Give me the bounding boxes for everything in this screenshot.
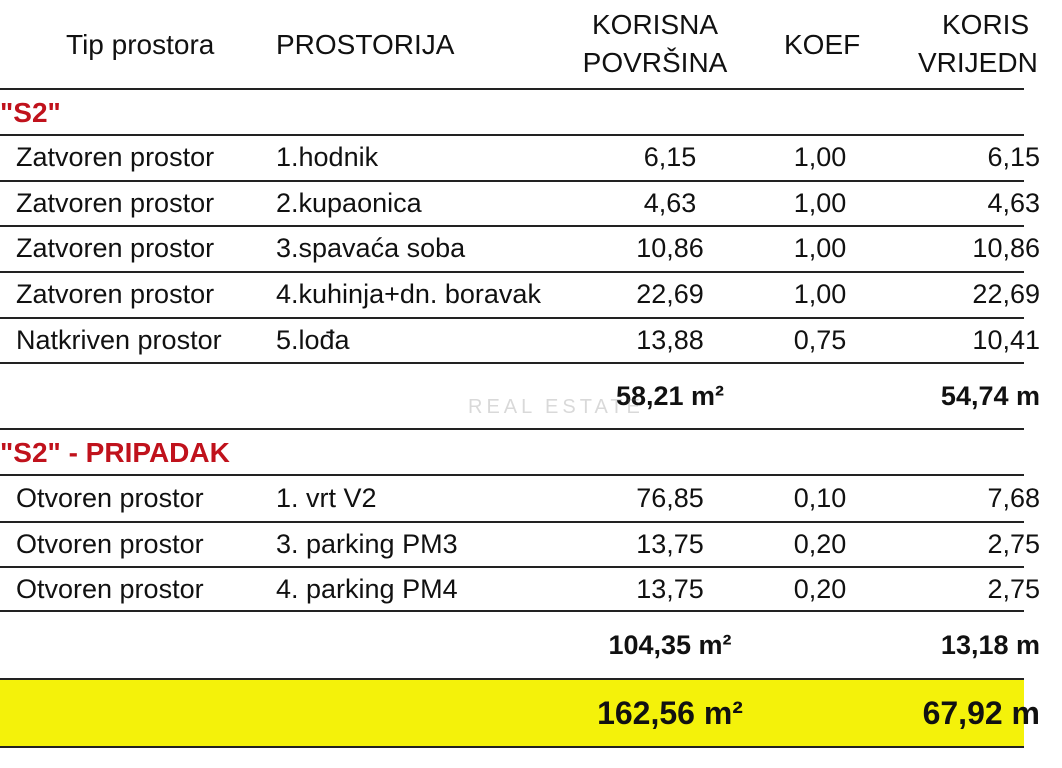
cell-room: 3. parking PM3 [276,529,458,559]
cell-type: Zatvoren prostor [16,233,215,263]
divider [0,428,1024,430]
cell-value: 22,69 [972,279,1040,309]
cell-area: 13,75 [636,574,704,604]
divider [0,746,1024,748]
cell-area: 22,69 [636,279,704,309]
cell-koef: 0,75 [793,325,847,355]
section-total [0,613,1040,677]
divider [0,678,1024,680]
cell-area: 76,85 [636,483,704,513]
header-tip-prostora: Tip prostora [66,29,215,60]
cell-type: Otvoren prostor [16,529,204,559]
cell-area: 6,15 [643,142,697,172]
header-korisna-povrsina [575,6,735,82]
cell-type: Zatvoren prostor [16,188,215,218]
watermark-text: REAL ESTATE [468,396,644,418]
cell-room: 1.hodnik [276,142,379,172]
cell-koef: 1,00 [793,279,847,309]
header-korisna-povrsina-line2: POVRŠINA [582,47,728,78]
cell-value: 10,86 [972,233,1040,263]
divider [0,88,1024,90]
cell-value: 6,15 [987,142,1040,172]
cell-area: 13,75 [636,529,704,559]
grand-total-row [0,680,1040,746]
cell-value: 4,63 [987,188,1040,218]
cell-koef: 0,10 [793,483,847,513]
header-koef: KOEF [784,29,861,60]
header-korisna-vrijednost-line2: VRIJEDN [918,47,1038,78]
total-area: 104,35 m² [608,630,732,660]
section-title-s2-pripadak: "S2" - PRIPADAK [0,437,230,468]
cell-room: 4.kuhinja+dn. boravak [276,279,541,309]
cell-koef: 1,00 [793,233,847,263]
cell-value: 10,41 [972,325,1040,355]
grand-total-area: 162,56 m² [597,695,743,731]
table-row [0,567,1040,612]
table-row [0,135,1040,180]
cell-koef: 0,20 [793,529,847,559]
header-korisna-vrijednost [912,6,1062,82]
cell-room: 4. parking PM4 [276,574,458,604]
cell-room: 2.kupaonica [276,188,422,218]
total-area: 58,21 m² [615,381,725,411]
cell-room: 5.lođa [276,325,350,355]
header-prostorija: PROSTORIJA [276,29,455,60]
cell-type: Otvoren prostor [16,574,204,604]
cell-area: 4,63 [643,188,697,218]
cell-value: 2,75 [987,529,1040,559]
table-row [0,181,1040,226]
cell-value: 2,75 [987,574,1040,604]
header-korisna-vrijednost-line1: KORIS [942,9,1030,40]
cell-type: Natkriven prostor [16,325,222,355]
cell-area: 13,88 [636,325,704,355]
cell-room: 3.spavaća soba [276,233,466,263]
cell-koef: 1,00 [793,188,847,218]
table-row [0,318,1040,363]
table-row [0,476,1040,521]
total-value: 54,74 m [940,381,1040,411]
table-row [0,226,1040,271]
section-title-s2: "S2" [0,97,61,128]
cell-type: Zatvoren prostor [16,142,215,172]
cell-value: 7,68 [987,483,1040,513]
table-row [0,272,1040,317]
header-korisna-povrsina-line1: KORISNA [591,9,719,40]
cell-type: Otvoren prostor [16,483,204,513]
divider [0,610,1024,612]
total-value: 13,18 m [940,630,1040,660]
cell-type: Zatvoren prostor [16,279,215,309]
table-row [0,522,1040,567]
grand-total-value: 67,92 m [922,695,1040,731]
cell-koef: 1,00 [793,142,847,172]
cell-koef: 0,20 [793,574,847,604]
cell-area: 10,86 [636,233,704,263]
cell-room: 1. vrt V2 [276,483,377,513]
